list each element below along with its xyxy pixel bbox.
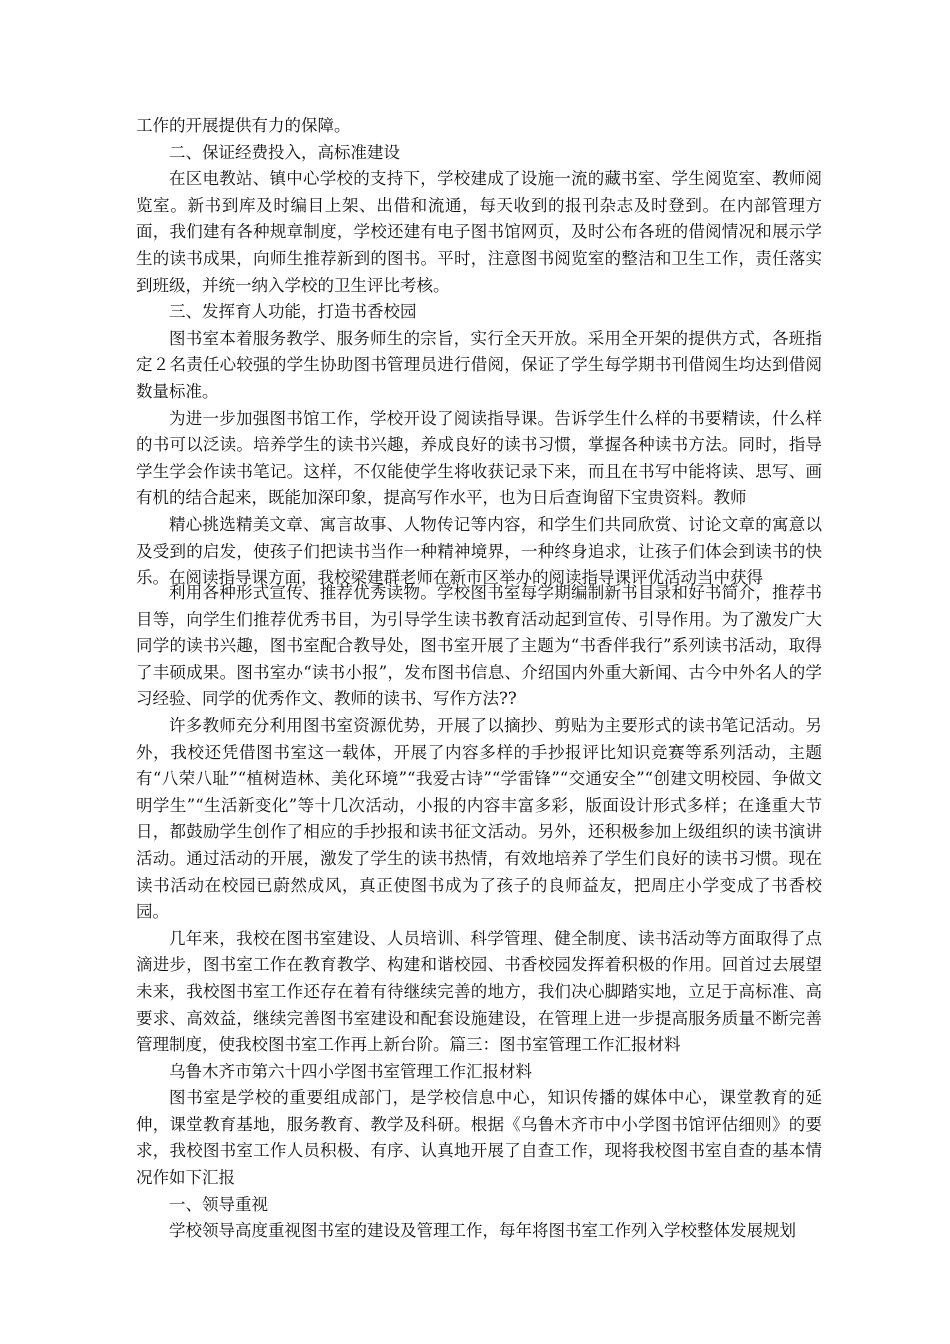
paragraph: 学校领导高度重视图书室的建设及管理工作，每年将图书室工作列入学校整体发展规划: [169, 1221, 796, 1241]
text-block-upper: [136, 113, 822, 592]
section-heading: 一、领导重视: [169, 1194, 268, 1214]
paragraph: 许多教师充分利用图书室资源优势，开展了以摘抄、剪贴为主要形式的读书笔记活动。另外，我校还凭借图书室这一载体，开展了内容多样的手抄报评比知识竞赛等系列活动，主题有“八荣八耻”“植树造林、美化环境”“我爱古诗”“学雷锋”“交通安全”“创建文明校园、争做文明学生”“生活新变化”等十几次活动，小报的内容丰富多彩，版面设计形式多样；在逢重大节日，都鼓励学生创作了相应的手抄报和读书征文活动。另外，还积极参加上级组织的读书演讲活动。通过活动的开展，激发了学生的读书热情，有效地培养了学生们良好的读书习惯。现在读书活动在校园已蔚然成风，真正使图书成为了孩子的良师益友，把周庄小学变成了书香校园。: [136, 715, 822, 922]
section-heading: 二、保证经费投入，高标准建设: [169, 142, 400, 162]
paragraph: 图书室本着服务教学、服务师生的宗旨，实行全天开放。采用全开架的提供方式，各班指定２名责任心较强的学生协助图书管理员进行借阅，保证了学生每学期书刊借阅生均达到借阅数量标准。: [136, 328, 822, 401]
paragraph: 几年来，我校在图书室建设、人员培训、科学管理、健全制度、读书活动等方面取得了点滴进步，图书室工作在教育教学、构建和谐校园、书香校园发挥着积极的作用。回首过去展望未来，我校图书室工作还存在着有待继续完善的地方，我们决心脚踏实地，立足于高标准、高要求、高效益，继续完善图书室建设和配套设施建设，在管理上进一步提高服务质量不断完善管理制度，使我校图书室工作再上新台阶。篇三：图书室管理工作汇报材料: [136, 928, 822, 1055]
paragraph: 工作的开展提供有力的保障。: [136, 116, 351, 135]
document-subtitle: 乌鲁木齐市第六十四小学图书室管理工作汇报材料: [169, 1061, 532, 1081]
paragraph: 在区电教站、镇中心学校的支持下，学校建成了设施一流的藏书室、学生阅览室、教师阅览室。新书到库及时编目上架、出借和流通，每天收到的报刊杂志及时登到。在内部管理方面，我们建有各种规章制度，学校还建有电子图书馆网页，及时公布各班的借阅情况和展示学生的读书成果，向师生推荐新到的图书。平时，注意图书阅览室的整洁和卫生工作，责任落实到班级，并统一纳入学校的卫生评比考核。: [136, 169, 822, 295]
paragraph: 图书室是学校的重要组成部门，是学校信息中心，知识传播的媒体中心，课堂教育的延伸，课堂教育基地，服务教育、教学及科研。根据《乌鲁木齐市中小学图书馆评估细则》的要求，我校图书室工作人员积极、有序、认真地开展了自查工作，现将我校图书室自查的基本情况作如下汇报: [136, 1088, 822, 1188]
text-block-lower: [136, 580, 822, 1245]
paragraph: 为进一步加强图书馆工作，学校开设了阅读指导课。告诉学生什么样的书要精读，什么样的书可以泛读。培养学生的读书兴趣，养成良好的读书习惯，掌握各种读书方法。同时，指导学生学会作读书笔记。这样，不仅能使学生将收获记录下来，而且在书写中能将读、思写、画有机的结合起来，既能加深印象，提高写作水平，也为日后查询留下宝贵资料。教师: [136, 408, 822, 508]
paragraph: 利用各种形式宣传、推荐优秀读物。学校图书室每学期编制新书目录和好书简介，推荐书目等，向学生们推荐优秀书目，为引导学生读书教育活动起到宣传、引导作用。为了激发广大同学的读书兴趣，图书室配合教导处，图书室开展了主题为“书香伴我行”系列读书活动，取得了丰硕成果。图书室办“读书小报”，发布图书信息、介绍国内外重大新闻、古今中外名人的学习经验、同学的优秀作文、教师的读书、写作方法??: [136, 583, 822, 709]
paragraph: 精心挑选精美文章、寓言故事、人物传记等内容，和学生们共同欣赏、讨论文章的寓意以及受到的启发，使孩子们把读书当作一种精神境界，一种终身追求，让孩子们体会到读书的快乐。在阅读指导课方面，我校梁建群老师在新市区举办的阅读指导课评优活动当中获得: [136, 514, 822, 588]
section-heading: 三、发挥育人功能，打造书香校园: [169, 302, 417, 322]
